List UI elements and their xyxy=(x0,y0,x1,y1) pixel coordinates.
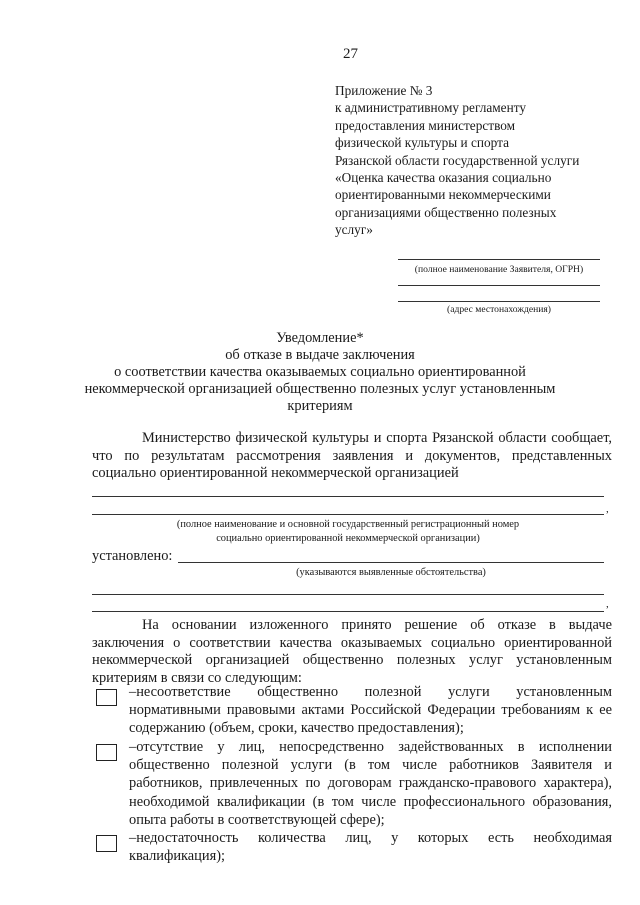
reason-item-2: –отсутствие у лиц, непосредственно задействованных в исполнении общественно полезной услуги (в том числе работников Заявителя и работников, привлеченных по договорам гражданско-правового характера), необходимой квалификации (в том числе профессионального образования, опыта работы в соответствующей сфере); xyxy=(129,739,612,828)
address-line[interactable] xyxy=(398,301,600,302)
appendix-line: физической культуры и спорта xyxy=(335,135,509,151)
page-number: 27 xyxy=(343,46,358,62)
notice-subtitle: об отказе в выдаче заключения xyxy=(225,347,415,363)
intro-paragraph: Министерство физической культуры и спорта Рязанской области сообщает, что по результатам рассмотрения заявления и документов, представленных социально ориентированной некоммерческой организацией xyxy=(92,430,612,482)
decision-paragraph: На основании изложенного принято решение об отказе в выдаче заключения о соответствии качества оказываемых социально ориентированной некоммерческой организацией общественно полезных услуг установленным критериям в связи со следующим: xyxy=(92,617,612,686)
notice-title: Уведомление* xyxy=(276,330,364,346)
org-name-line-2[interactable] xyxy=(92,514,604,515)
appendix-line: к административному регламенту xyxy=(335,100,526,116)
comma-mark: , xyxy=(606,598,609,610)
established-label: установлено: xyxy=(92,548,173,564)
appendix-line: услуг» xyxy=(335,222,373,238)
applicant-caption: (полное наименование Заявителя, ОГРН) xyxy=(414,264,584,275)
org-caption: (полное наименование и основной государственный регистрационный номер социально ориентированной некоммерческой организации) xyxy=(176,519,520,544)
reason-item-3: –недостаточность количества лиц, у которых есть необходимая квалификация); xyxy=(129,830,612,865)
appendix-line: Рязанской области государственной услуги xyxy=(335,152,580,168)
appendix-line: организациями общественно полезных xyxy=(335,204,557,220)
established-line[interactable] xyxy=(178,562,604,563)
notice-subtitle: критериям xyxy=(287,398,353,414)
appendix-line: «Оценка качества оказания социально xyxy=(335,170,552,186)
appendix-line: предоставления министерством xyxy=(335,117,516,133)
notice-title-block xyxy=(60,330,580,415)
reason-checkbox-2[interactable] xyxy=(96,744,117,761)
appendix-header xyxy=(335,82,635,239)
notice-subtitle: некоммерческой организацией общественно полезных услуг установленным xyxy=(84,381,556,397)
reason-checkbox-3[interactable] xyxy=(96,835,117,852)
reason-checkbox-1[interactable] xyxy=(96,689,117,706)
notice-subtitle: о соответствии качества оказываемых социально ориентированной xyxy=(114,364,526,380)
comma-mark: , xyxy=(606,503,609,515)
applicant-name-line-2[interactable] xyxy=(398,285,600,286)
appendix-line: Приложение № 3 xyxy=(335,83,433,98)
established-line-2[interactable] xyxy=(92,594,604,595)
established-line-3[interactable] xyxy=(92,611,604,612)
org-name-line[interactable] xyxy=(92,496,604,497)
appendix-line: ориентированными некоммерческими xyxy=(335,187,551,203)
address-caption: (адрес местонахождения) xyxy=(447,304,551,315)
applicant-name-line[interactable] xyxy=(398,259,600,260)
established-caption: (указываются выявленные обстоятельства) xyxy=(296,567,486,578)
reason-item-1: –несоответствие общественно полезной услуги установленным нормативными правовыми актами Российской Федерации требованиям к ее содержанию (объем, сроки, качество предоставления); xyxy=(129,684,612,737)
